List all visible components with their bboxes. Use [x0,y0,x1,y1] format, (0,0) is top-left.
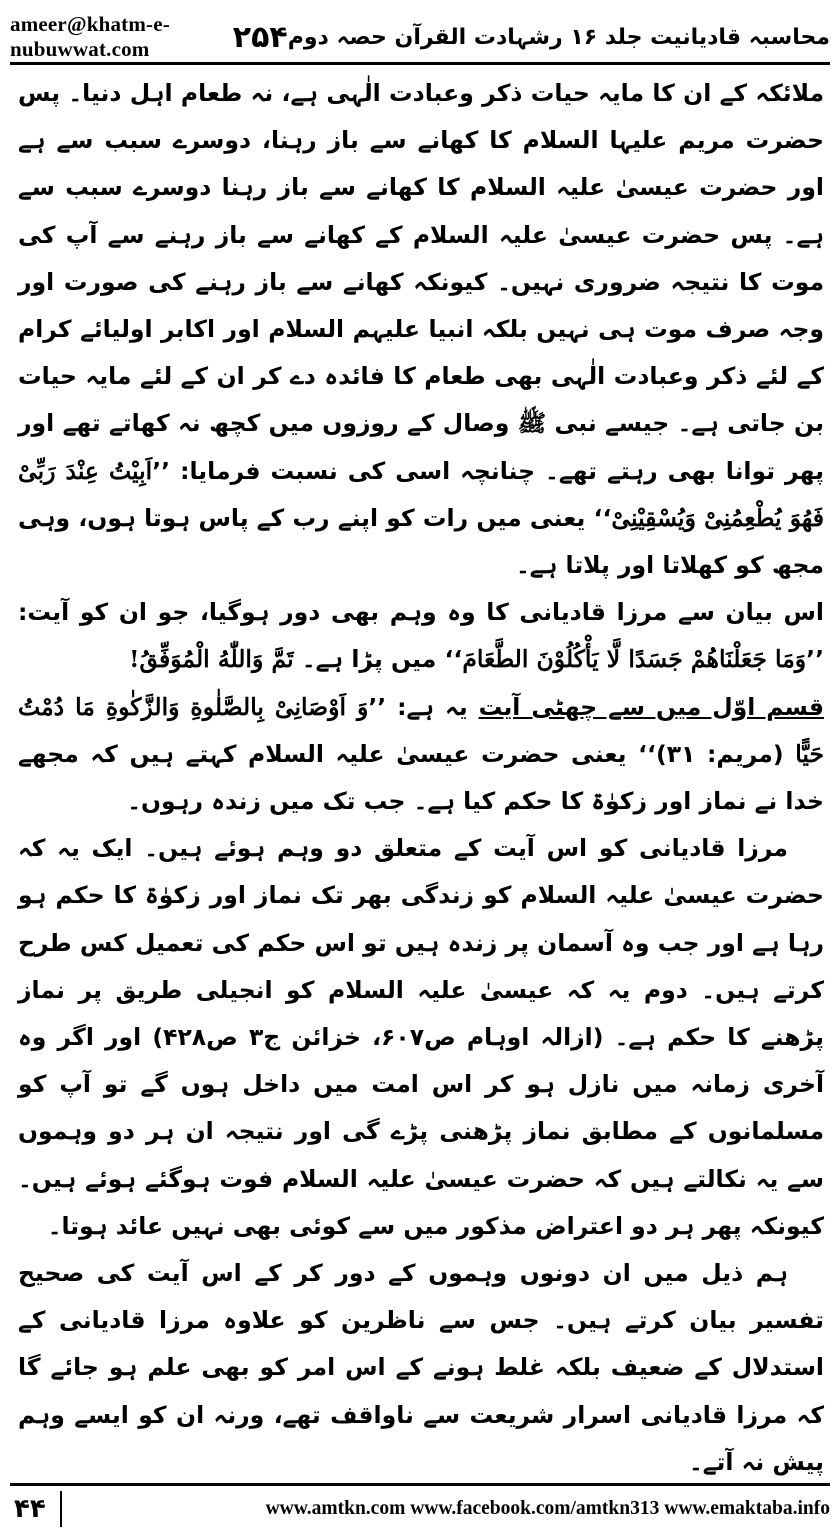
section-heading-sixth-verse: قسم اوّل میں سے چھٹی آیت [478,692,824,721]
page-footer [10,1483,830,1532]
quran-verse-quote-1: وَمَا جَعَلْنَاهُمْ جَسَدًا لَّا یَأْكُلُوْنَ الطَّعَامَ [462,645,807,674]
page-header [10,14,830,60]
header-page-number: ۲۵۴ [232,19,288,55]
paragraph-3 [18,684,824,826]
paragraph-2-tail: ‘‘ میں پڑا ہے۔ [293,645,463,674]
closing-phrase: تَمَّ وَاللّٰهُ الْمُوَفِّقُ! [129,645,294,674]
header-book-title: محاسبہ قادیانیت جلد ۱۶ رشہادت القرآن حصہ دوم [287,24,830,50]
header-email: ameer@khatm-e-nubuwwat.com [10,12,170,61]
page-body [18,70,825,1476]
paragraph-1 [18,70,824,589]
quran-verse-quote-2: وَ اَوْصَانِیْ بِالصَّلٰوةِ وَالزَّكٰوةِ مَا دُمْتُ حَیًّا [18,692,824,768]
paragraph-2-text: اس بیان سے مرزا قادیانی کا وہ وہم بھی دور ہوگیا، جو ان کو آیت: ’’ [18,598,824,674]
paragraph-3-tail: (مریم: ۳۱)‘‘ یعنی حضرت عیسیٰ علیہ السلام کہتے ہیں کہ مجھے خدا نے نماز اور زکوٰۃ کا حکم کیا ہے۔ جب تک میں زندہ رہوں۔ [18,739,824,816]
paragraph-1-text: ملائکہ کے ان کا مایہ حیات ذکر وعبادت الٰہی ہے، نہ طعام اہل دنیا۔ پس حضرت مریم علیہا السلام کا کھانے سے باز رہنا، دوسرے سبب سے ہے اور حضرت عیسیٰ علیہ السلام کا کھانے سے باز رہنا دوسرے سبب سے ہے۔ پس حضرت عیسیٰ علیہ السلام کے کھانے سے باز رہنے سے آپ کی موت کا نتیجہ ضروری نہیں۔ کیونکہ کھانے سے باز رہنے کی صورت اور وجہ صرف موت ہی نہیں بلکہ انبیا علیہم السلام اور اکابر اولیائے کرام کے لئے ذکر وعبادت الٰہی بھی طعام کا فائدہ دے کر ان کے لئے مایہ حیات بن جاتی ہے۔ جیسے نبی ﷺ وصال کے روزوں میں کچھ نہ کھاتے تھے اور پھر توانا بھی رہتے تھے۔ چنانچہ اسی کی نسبت فرمایا: ’’ [18,79,824,485]
paragraph-2 [18,589,824,683]
footer-links: www.amtkn.com www.facebook.com/amtkn313 www.emaktaba.info [265,1498,830,1519]
quran-hadith-quote-1: اَبِیْتُ عِنْدَ رَبِّیْ فَهُوَ یُطْعِمُنِیْ وَیُسْقِیْنِیْ [18,456,824,532]
paragraph-3-text: یہ ہے: ’’ [368,692,479,721]
paragraph-4: مرزا قادیانی کو اس آیت کے متعلق دو وہم ہوئے ہیں۔ ایک یہ کہ حضرت عیسیٰ علیہ السلام کو زندگی بھر تک نماز اور زکوٰۃ کا حکم ہو رہا ہے اور جب وہ آسمان پر زندہ ہیں تو اس حکم کی تعمیل کس طرح کرتے ہیں۔ دوم یہ کہ عیسیٰ علیہ السلام کو انجیلی طریق پر نماز پڑھنے کا حکم ہے۔ (ازالہ اوہام ص۶۰۷، خزائن ج۳ ص۴۲۸) اور اگر وہ آخری زمانہ میں نازل ہو کر اس امت میں داخل ہوں گے تو آپ کو مسلمانوں کے مطابق نماز پڑھنی پڑے گی اور نتیجہ ان ہر دو وہموں سے یہ نکالتے ہیں کہ حضرت عیسیٰ علیہ السلام فوت ہوگئے ہوئے ہیں۔ کیونکہ پھر ہر دو اعتراض مذکور میں سے کوئی بھی نہیں عائد ہوتا۔ [18,834,825,1240]
paragraph-1-tail: ‘‘ یعنی میں رات کو اپنے رب کے پاس ہوتا ہوں، وہی مجھ کو کھلاتا اور پلاتا ہے۔ [18,503,824,580]
paragraph-5: ہم ذیل میں ان دونوں وہموں کے دور کر کے اس آیت کی صحیح تفسیر بیان کرتے ہیں۔ جس سے ناظرین کو علاوہ مرزا قادیانی کے استدلال کے ضعیف بلکہ غلط ہونے کے اس امر کو بھی علم ہو جائے گا کہ مرزا قادیانی اسرار شریعت سے ناواقف تھے، ورنہ ان کو ایسے وہم پیش نہ آتے۔ [18,1259,824,1476]
header-divider [10,62,830,65]
footer-page-number: ۴۴ [10,1491,62,1527]
